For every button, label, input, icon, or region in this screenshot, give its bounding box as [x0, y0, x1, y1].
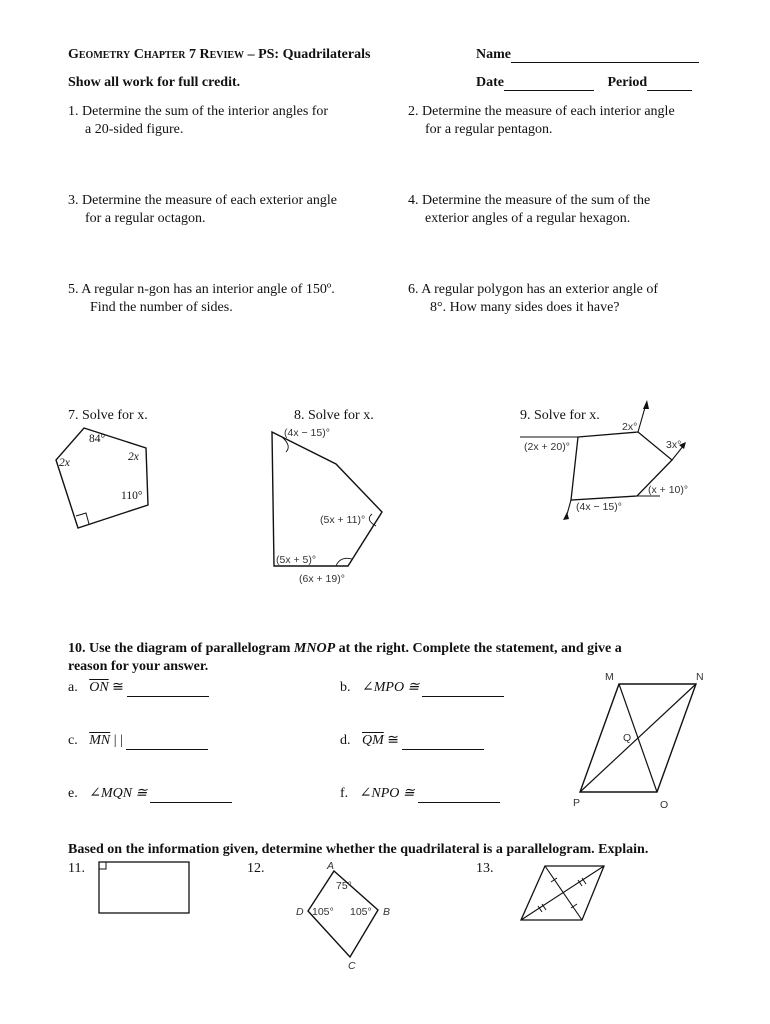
date-label: Date: [476, 75, 504, 90]
q10c-label: c.: [68, 733, 78, 748]
q4-line2: exterior angles of a regular hexagon.: [425, 211, 631, 226]
q10d-expr: $\overline{QM}$: [362, 733, 384, 748]
q5-line2: Find the number of sides.: [90, 300, 233, 315]
q2-line2: for a regular pentagon.: [425, 122, 553, 137]
q10e-label: e.: [68, 786, 78, 801]
q10-prompt-line2: reason for your answer.: [68, 659, 209, 674]
question-13-label: 13.: [476, 861, 494, 876]
label-M: M: [605, 671, 614, 683]
q10a-rel: ≅: [112, 680, 124, 695]
q5-line1: 5. A regular n-gon has an interior angle of 150º.: [68, 282, 335, 297]
name-label: Name: [476, 47, 511, 62]
q7-angle-2x-right: 2x: [128, 451, 139, 463]
q9-angle-2x-plus-20: (2x + 20)°: [524, 441, 570, 453]
q9-angle-x-plus-10: (x + 10)°: [648, 484, 689, 496]
q7-angle-2x-left: 2x: [59, 457, 70, 469]
q6-line2: 8°. How many sides does it have?: [430, 300, 620, 315]
q12-label-B: B: [383, 906, 391, 918]
q1-line2: a 20-sided figure.: [85, 122, 184, 137]
q8-angle-bottom-right: (6x + 19)°: [299, 573, 345, 585]
q8-angle-right: (5x + 11)°: [320, 514, 366, 526]
q12-label-D: D: [296, 906, 304, 918]
q10b-label: b.: [340, 680, 351, 695]
q3-line1: 3. Determine the measure of each exterior angle: [68, 193, 337, 208]
q12-label-C: C: [348, 960, 356, 972]
title-smallcaps: Geometry Chapter 7 Review: [68, 47, 245, 62]
q3-line2: for a regular octagon.: [85, 211, 206, 226]
q8-angle-bottom-left: (5x + 5)°: [276, 554, 317, 566]
q10-number: 10.: [68, 641, 86, 656]
q4-line1: 4. Determine the measure of the sum of the: [408, 193, 651, 208]
question-11-label: 11.: [68, 861, 85, 876]
q1-line1: 1. Determine the sum of the interior angles for: [68, 104, 329, 119]
q2-line1: 2. Determine the measure of each interior angle: [408, 104, 675, 119]
period-label: Period: [607, 75, 648, 90]
q10c-expr: $\overline{MN}$: [89, 733, 111, 748]
q10-prompt-b: at the right. Complete the statement, and give a: [338, 641, 622, 656]
q12-angle-105-right: 105°: [350, 906, 372, 918]
q10d-label: d.: [340, 733, 351, 748]
q10b-expr: ∠MPO ≅: [362, 680, 420, 695]
q12-label-A: A: [327, 860, 335, 872]
q10a-label: a.: [68, 680, 78, 695]
q10-prompt-mnop: MNOP: [293, 641, 336, 656]
q10a-expr: $\overline{ON}$: [89, 680, 109, 695]
question-7-label: 7. Solve for x.: [68, 408, 148, 423]
q10f-label: f.: [340, 786, 349, 801]
q10-prompt-a: Use the diagram of parallelogram: [89, 641, 291, 656]
title-rest: – PS: Quadrilaterals: [244, 47, 371, 62]
question-8-label: 8. Solve for x.: [294, 408, 374, 423]
q9-angle-2x: 2x°: [622, 421, 638, 433]
q9-angle-4x-minus-15: (4x − 15)°: [576, 501, 622, 513]
label-O: O: [660, 799, 669, 811]
q10c-rel: | |: [113, 733, 123, 748]
q10e-expr: ∠MQN ≅: [89, 786, 148, 801]
label-N: N: [696, 671, 704, 683]
q7-angle-84: 84°: [89, 433, 106, 445]
question-12-label: 12.: [247, 861, 265, 876]
q6-line1: 6. A regular polygon has an exterior angle of: [408, 282, 658, 297]
q12-angle-75: 75°: [336, 880, 352, 892]
label-P: P: [573, 797, 581, 809]
q10d-rel: ≅: [387, 733, 400, 748]
q10f-expr: ∠NPO ≅: [359, 786, 415, 801]
q12-angle-105-left: 105°: [312, 906, 334, 918]
q7-angle-110: 110°: [121, 490, 143, 502]
question-9-label: 9. Solve for x.: [520, 408, 600, 423]
section2-heading: Based on the information given, determine whether the quadrilateral is a parallelogram. Explain.: [68, 842, 649, 857]
instructions: Show all work for full credit.: [68, 75, 241, 90]
label-Q: Q: [623, 732, 632, 744]
q8-angle-top: (4x − 15)°: [284, 427, 330, 439]
q9-angle-3x: 3x°: [666, 439, 682, 451]
